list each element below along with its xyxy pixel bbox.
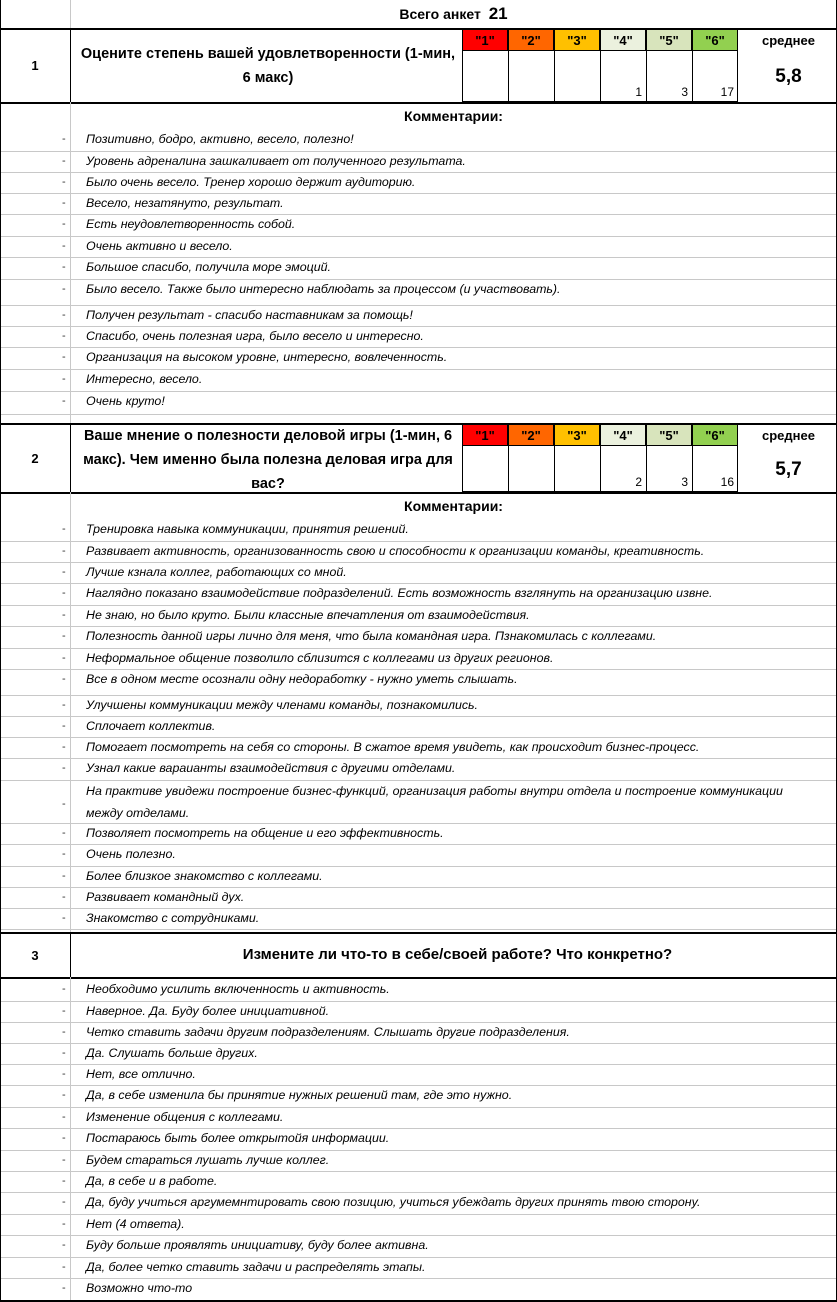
q2-grade-1: "1" (462, 424, 508, 446)
bullet-dash: - (62, 870, 66, 882)
q3-comment-row (0, 1235, 837, 1257)
q1-comment-text: Организация на высоком уровне, интересно, вовлеченность. (86, 350, 448, 364)
q1-comment-row (0, 193, 837, 214)
q2-comment-text: Полезность данной игры лично для меня, что была командная игра. Пзнакомилась с коллегами. (86, 629, 657, 643)
q1-grade-4: "4" (600, 29, 646, 51)
q3-comment-text: Нет (4 ответа). (86, 1217, 185, 1231)
bullet-dash: - (62, 218, 66, 230)
bullet-dash: - (62, 912, 66, 924)
q2-comment-row (0, 669, 837, 695)
bullet-dash: - (62, 741, 66, 753)
q2-comment-text: Все в одном месте осознали одну недоработку - нужно уметь слышать. (86, 672, 518, 686)
q3-comment-text: Наверное. Да. Буду более инициативной. (86, 1004, 330, 1018)
bullet-dash: - (62, 587, 66, 599)
q3-comment-row (0, 1128, 837, 1150)
q3-comment-text: Четко ставить задачи другим подразделениям. Слышать другие подразделения. (86, 1025, 570, 1039)
q1-comment-row (0, 369, 837, 391)
bullet-dash: - (62, 176, 66, 188)
q1-comment-text: Получен результат - спасибо наставникам за помощь! (86, 308, 413, 322)
q3-comment-row (0, 1022, 837, 1043)
q3-comment-text: Да, в себе изменила бы принятие нужных решений там, где это нужно. (86, 1088, 513, 1102)
q3-comment-text: Будем стараться лушать лучше коллег. (86, 1153, 330, 1167)
bullet-dash: - (62, 1282, 66, 1294)
q3-comment-row (0, 1171, 837, 1192)
bullet-dash: - (62, 673, 66, 685)
q3-comment-row (0, 1043, 837, 1064)
q2-average-value: 5,7 (775, 459, 802, 480)
q2-comment-text: Наглядно показано взаимодействие подразделений. Есть возможность взглянуть на организацию извне. (86, 586, 713, 600)
q1-comment-row (0, 151, 837, 172)
q3-comment-row (0, 979, 837, 1001)
q1-comment-row (0, 279, 837, 305)
bullet-dash: - (62, 1111, 66, 1123)
q2-comment-row (0, 583, 837, 605)
q3-comment-row (0, 1150, 837, 1171)
q3-comment-text: Буду больше проявлять инициативу, буду более активна. (86, 1238, 429, 1252)
bullet-dash: - (62, 1218, 66, 1230)
bullet-dash: - (62, 1261, 66, 1273)
bullet-dash: - (62, 848, 66, 860)
q1-comment-row (0, 236, 837, 257)
bullet-dash: - (62, 351, 66, 363)
q2-comment-text: Сплочает коллектив. (86, 719, 216, 733)
q3-comment-text: Да, буду учиться аргумемнтировать свою позицию, учиться убеждать других принять твою сторону. (86, 1195, 701, 1209)
q2-comment-text: Очень полезно. (86, 847, 176, 861)
q3-comment-row (0, 1214, 837, 1235)
q2-comment-text: Не знаю, но было круто. Были классные впечатления от взаимодействия. (86, 608, 530, 622)
bullet-dash: - (62, 261, 66, 273)
q3-comment-row (0, 1001, 837, 1022)
q3-comment-text: Да, более четко ставить задачи и распределять этапы. (86, 1260, 426, 1274)
bullet-dash: - (62, 797, 66, 810)
q2-comment-text: Неформальное общение позволило сблизится с коллегами из других регионов. (86, 651, 554, 665)
bullet-dash: - (62, 133, 66, 145)
q1-comment-row (0, 172, 837, 193)
bullet-dash: - (62, 373, 66, 385)
q1-grade-1: "1" (462, 29, 508, 51)
bullet-dash: - (62, 609, 66, 621)
q1-average-value: 5,8 (775, 66, 802, 87)
q1-average-label: среднее (762, 33, 815, 48)
q1-comment-text: Большое спасибо, получила море эмоций. (86, 260, 331, 274)
bullet-dash: - (62, 1089, 66, 1101)
q2-comment-row (0, 541, 837, 562)
q3-comment-row (0, 1085, 837, 1107)
q3-comment-text: Нет, все отлично. (86, 1067, 196, 1081)
bullet-dash: - (62, 699, 66, 711)
q2-comment-text: Более близкое знакомство с коллегами. (86, 869, 323, 883)
q2-comment-text: На практиве увидежи построение бизнес-функций, организация работы внутри отдела и построение коммуникации между отделами. (86, 784, 783, 820)
q2-comment-text: Развивает командный дух. (86, 890, 245, 904)
q2-comment-row (0, 737, 837, 758)
bullet-dash: - (62, 197, 66, 209)
bullet-dash: - (62, 720, 66, 732)
bullet-dash: - (62, 827, 66, 839)
bullet-dash: - (62, 1175, 66, 1187)
q2-grade-6: "6" (692, 424, 738, 446)
q1-comment-row (0, 326, 837, 347)
q2-count-6: 16 (720, 475, 734, 489)
bullet-dash: - (62, 155, 66, 167)
bullet-dash: - (62, 762, 66, 774)
q1-comment-text: Весело, незатянуто, результат. (86, 196, 284, 210)
q2-comment-text: Тренировка навыка коммуникации, принятия решений. (86, 522, 409, 536)
bullet-dash: - (62, 330, 66, 342)
q2-comment-text: Помогает посмотреть на себя со стороны. В сжатое время увидеть, как происходит бизнес-процесс. (86, 740, 700, 754)
q1-comment-text: Спасибо, очень полезная игра, было весело и интересно. (86, 329, 424, 343)
q3-comment-text: Возможно что-то (86, 1281, 193, 1295)
bullet-dash: - (62, 395, 66, 407)
q2-grade-4: "4" (600, 424, 646, 446)
q1-grade-5: "5" (646, 29, 692, 51)
q1-comment-row (0, 347, 837, 369)
q1-comment-text: Было весело. Также было интересно наблюдать за процессом (и участвовать). (86, 282, 561, 296)
q1-comment-text: Очень круто! (86, 394, 165, 408)
q3-comment-text: Да, в себе и в работе. (86, 1174, 218, 1188)
q3-number: 3 (31, 948, 39, 963)
q2-comment-row (0, 519, 837, 541)
q2-comment-text: Узнал какие вараианты взаимодействия с другими отделами. (86, 761, 456, 775)
q3-comment-text: Постараюсь быть более открытойя информации. (86, 1131, 390, 1145)
total-value: 21 (488, 4, 508, 23)
q1-grade-2: "2" (508, 29, 554, 51)
q2-average-label: среднее (762, 428, 815, 443)
bullet-dash: - (62, 283, 66, 295)
q2-comment-row (0, 562, 837, 583)
q1-comments-heading: Комментарии: (404, 108, 503, 124)
q1-text: Оцените степень вашей удовлетворенности (1-мин, 6 макс) (80, 46, 456, 86)
q1-comment-text: Есть неудовлетворенность собой. (86, 217, 296, 231)
q3-comment-row (0, 1278, 837, 1300)
q2-text: Ваше мнение о полезности деловой игры (1-мин, 6 макс). Чем именно была полезна деловая игра для вас? (83, 428, 453, 492)
bullet-dash: - (62, 309, 66, 321)
q1-comment-text: Уровень адреналина зашкаливает от полученного результата. (86, 154, 466, 168)
q3-comment-text: Изменение общения с коллегами. (86, 1110, 284, 1124)
q3-comment-text: Необходимо усилить включенность и активность. (86, 982, 390, 996)
q2-grade-5: "5" (646, 424, 692, 446)
q2-comment-text: Развивает активность, организованность свою и способности к организации команды, креативность. (86, 544, 705, 558)
bullet-dash: - (62, 566, 66, 578)
q2-comment-row (0, 887, 837, 908)
bullet-dash: - (62, 1026, 66, 1038)
q3-comment-row (0, 1192, 837, 1214)
q2-comment-row (0, 716, 837, 737)
bullet-dash: - (62, 240, 66, 252)
q2-comment-row (0, 844, 837, 866)
q1-grade-3: "3" (554, 29, 600, 51)
q1-comment-row (0, 391, 837, 414)
q2-comment-row (0, 908, 837, 929)
bullet-dash: - (62, 1005, 66, 1017)
q3-comment-row (0, 1064, 837, 1085)
q2-comment-text: Знакомство с сотрудниками. (86, 911, 260, 925)
q1-number: 1 (31, 58, 39, 73)
q1-comment-row (0, 257, 837, 279)
q1-count-5: 3 (681, 85, 688, 99)
q1-comment-text: Было очень весело. Тренер хорошо держит аудиторию. (86, 175, 416, 189)
q2-comment-row (0, 695, 837, 716)
bullet-dash: - (62, 545, 66, 557)
q3-comment-text: Да. Слушать больше других. (86, 1046, 258, 1060)
q2-number: 2 (31, 451, 39, 466)
q2-count-4: 2 (635, 475, 642, 489)
bullet-dash: - (62, 1132, 66, 1144)
q2-grade-2: "2" (508, 424, 554, 446)
q2-comments-heading: Комментарии: (404, 498, 503, 514)
bullet-dash: - (62, 652, 66, 664)
q1-comment-row (0, 305, 837, 326)
q2-comment-row (0, 758, 837, 780)
q3-comment-row (0, 1107, 837, 1128)
q1-comment-text: Интересно, весело. (86, 372, 203, 386)
q1-comment-text: Позитивно, бодро, активно, весело, полезно! (86, 132, 354, 146)
q2-comment-row (0, 780, 837, 823)
bullet-dash: - (62, 1047, 66, 1059)
bullet-dash: - (62, 1154, 66, 1166)
bullet-dash: - (62, 630, 66, 642)
q2-comment-text: Позволяет посмотреть на общение и его эффективность. (86, 826, 444, 840)
q2-grade-3: "3" (554, 424, 600, 446)
q2-comment-row (0, 626, 837, 648)
q2-comment-text: Улучшены коммуникации между членами команды, познакомились. (86, 698, 478, 712)
total-label: Всего анкет (399, 6, 481, 22)
q2-comment-row (0, 823, 837, 844)
q2-count-5: 3 (681, 475, 688, 489)
q2-comment-row (0, 605, 837, 626)
q2-comment-text: Лучше кзнала коллег, работающих со мной. (86, 565, 347, 579)
q2-comment-row (0, 648, 837, 669)
q1-comment-text: Очень активно и весело. (86, 239, 233, 253)
q1-count-4: 1 (635, 85, 642, 99)
q1-comment-row (0, 129, 837, 151)
q3-comment-row (0, 1257, 837, 1278)
q1-comment-row (0, 214, 837, 236)
q2-comment-row (0, 866, 837, 887)
q1-grade-6: "6" (692, 29, 738, 51)
bullet-dash: - (62, 891, 66, 903)
total-row (70, 0, 837, 28)
bullet-dash: - (62, 523, 66, 535)
bullet-dash: - (62, 1068, 66, 1080)
q3-text: Измените ли что-то в себе/своей работе? Что конкретно? (242, 946, 673, 963)
bullet-dash: - (62, 1196, 66, 1208)
bullet-dash: - (62, 983, 66, 995)
bullet-dash: - (62, 1239, 66, 1251)
q1-count-6: 17 (720, 85, 734, 99)
